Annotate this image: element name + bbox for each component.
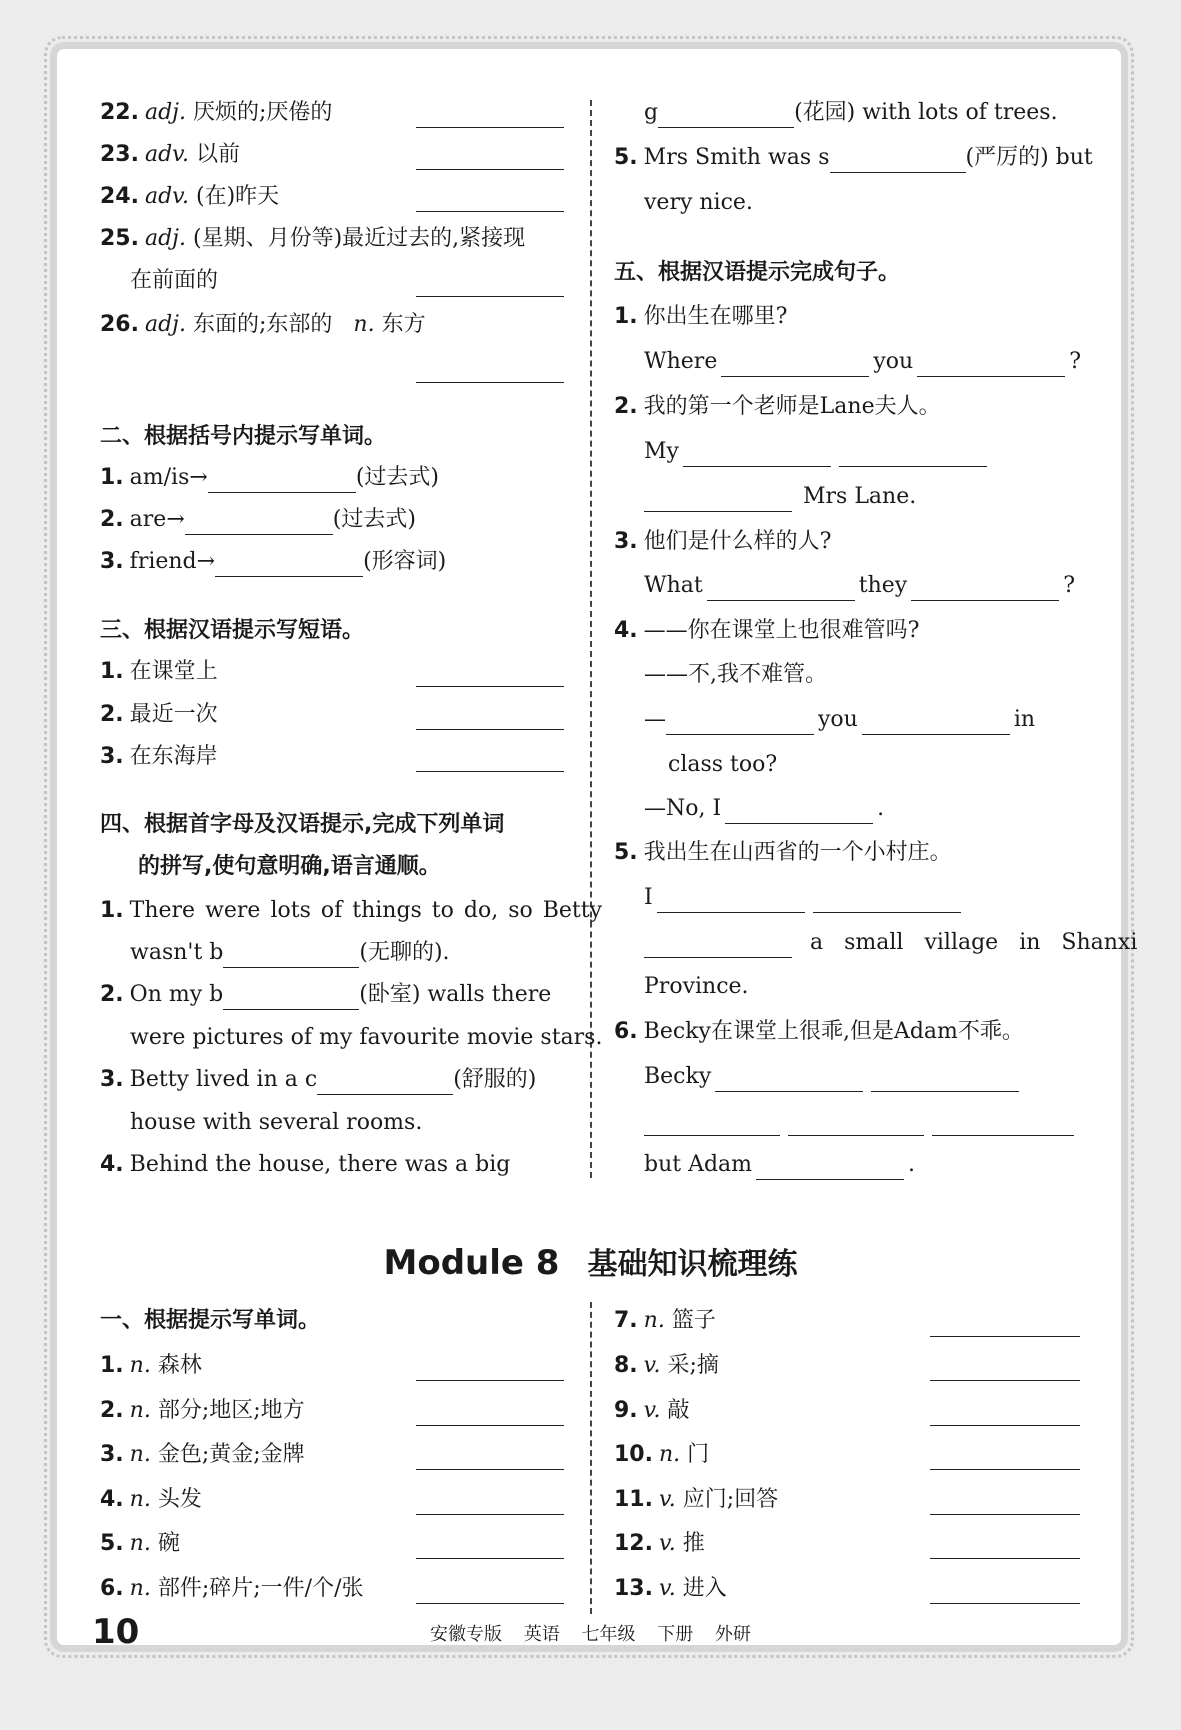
section-4-heading: 四、根据首字母及汉语提示,完成下列单词 <box>100 812 505 837</box>
module8-section-1-heading: 一、根据提示写单词。 <box>100 1308 321 1333</box>
section-2-heading: 二、根据括号内提示写单词。 <box>100 424 387 449</box>
module-title: Module 8 基础知识梳理练 <box>383 1243 798 1283</box>
vocab-item-26: 26. adj. 东面的;东部的 n. 东方 <box>100 312 426 337</box>
s2-item-1: 1. am/is→ (过去式) <box>100 463 439 493</box>
s4-blank-4[interactable] <box>658 105 794 128</box>
m8-item-7: 7. n. 篮子 <box>614 1308 716 1333</box>
answer-blank-25[interactable] <box>416 296 564 297</box>
s5-q3-en: What they ? <box>644 571 1075 601</box>
s4-q1-line2: wasn't b (无聊的). <box>130 938 450 968</box>
m8-item-1: 1. n. 森林 <box>100 1353 202 1378</box>
m8-blank-2[interactable] <box>416 1425 564 1426</box>
m8-item-10: 10. n. 门 <box>614 1442 710 1467</box>
s4-q2-line1: 2. On my b (卧室) walls there <box>100 980 551 1010</box>
s3-item-1: 1. 在课堂上 <box>100 659 218 684</box>
m8-item-2: 2. n. 部分;地区;地方 <box>100 1398 305 1423</box>
s5-blank-3b[interactable] <box>911 578 1059 601</box>
s5-q4-en3: —No, I . <box>644 794 884 824</box>
s3-blank-2[interactable] <box>416 729 564 730</box>
s4-q4-line1: 4. Behind the house, there was a big <box>100 1152 511 1177</box>
vocab-item-25-cont: 在前面的 <box>130 268 219 293</box>
footer-info: 安徽专版 英语 七年级 下册 外研 <box>430 1624 751 1645</box>
s5-q5-en3: Province. <box>644 974 749 999</box>
s2-item-2: 2. are→ (过去式) <box>100 505 416 535</box>
s5-q4-en2: class too? <box>668 752 778 777</box>
s4-q3-line2: house with several rooms. <box>130 1110 423 1135</box>
s5-q6-en3: but Adam . <box>644 1150 915 1180</box>
s5-q4-cn1: 4. ——你在课堂上也很难管吗? <box>614 618 920 643</box>
s4-q3-line1: 3. Betty lived in a c (舒服的) <box>100 1065 536 1095</box>
s5-q6-en2 <box>644 1106 1078 1136</box>
s5-blank-1b[interactable] <box>917 354 1065 377</box>
s5-blank-3a[interactable] <box>707 578 855 601</box>
s5-q6-cn: 6. Becky在课堂上很乖,但是Adam不乖。 <box>614 1019 1024 1044</box>
m8-blank-10[interactable] <box>930 1469 1080 1470</box>
s5-blank-6b[interactable] <box>871 1069 1019 1092</box>
s5-q6-en1: Becky <box>644 1062 1023 1092</box>
s5-blank-4b[interactable] <box>862 712 1010 735</box>
vocab-item-25: 25. adj. (星期、月份等)最近过去的,紧接现 <box>100 226 526 251</box>
s5-q2-en2: Mrs Lane. <box>644 482 916 512</box>
s4-q4-line2: g (花园) with lots of trees. <box>644 98 1058 128</box>
s5-q2-en1: My <box>644 437 991 467</box>
s5-blank-1a[interactable] <box>721 354 869 377</box>
m8-blank-1[interactable] <box>416 1380 564 1381</box>
m8-blank-9[interactable] <box>930 1425 1080 1426</box>
s4-blank-5[interactable] <box>830 150 966 173</box>
s5-blank-2b[interactable] <box>839 444 987 467</box>
s2-blank-3[interactable] <box>215 554 363 577</box>
s5-blank-6f[interactable] <box>756 1157 904 1180</box>
s4-q1-line1: 1. There were lots of things to do, so Betty <box>100 898 603 923</box>
m8-item-11: 11. v. 应门;回答 <box>614 1487 779 1512</box>
s5-q2-cn: 2. 我的第一个老师是Lane夫人。 <box>614 394 941 419</box>
vocab-item-22: 22. adj. 厌烦的;厌倦的 <box>100 100 333 125</box>
m8-blank-12[interactable] <box>930 1558 1080 1559</box>
s5-blank-6e[interactable] <box>932 1113 1074 1136</box>
s5-blank-2c[interactable] <box>644 489 792 512</box>
answer-blank-22[interactable] <box>416 127 564 128</box>
s5-blank-5a[interactable] <box>657 890 805 913</box>
s5-q5-cn: 5. 我出生在山西省的一个小村庄。 <box>614 840 952 865</box>
page-number: 10 <box>92 1612 140 1652</box>
m8-item-8: 8. v. 采;摘 <box>614 1353 719 1378</box>
s5-blank-4c[interactable] <box>725 801 873 824</box>
s3-blank-3[interactable] <box>416 771 564 772</box>
s5-q4-cn2: ——不,我不难管。 <box>644 662 827 687</box>
s3-blank-1[interactable] <box>416 686 564 687</box>
m8-blank-4[interactable] <box>416 1514 564 1515</box>
answer-blank-23[interactable] <box>416 169 564 170</box>
column-divider-lower <box>590 1302 592 1614</box>
m8-blank-3[interactable] <box>416 1469 564 1470</box>
s5-q5-en2: a small village in Shanxi <box>644 928 1080 958</box>
m8-blank-13[interactable] <box>930 1603 1080 1604</box>
m8-blank-7[interactable] <box>930 1336 1080 1337</box>
s5-q1-cn: 1. 你出生在哪里? <box>614 304 788 329</box>
s5-q1-en: Where you ? <box>644 347 1081 377</box>
s5-blank-6d[interactable] <box>788 1113 924 1136</box>
s5-blank-6a[interactable] <box>715 1069 863 1092</box>
m8-item-9: 9. v. 敲 <box>614 1398 690 1423</box>
s5-blank-6c[interactable] <box>644 1113 780 1136</box>
s5-q4-en1: — you in <box>644 705 1035 735</box>
vocab-item-23: 23. adv. 以前 <box>100 142 241 167</box>
s4-blank-1[interactable] <box>223 945 359 968</box>
m8-blank-5[interactable] <box>416 1558 564 1559</box>
section-5-heading: 五、根据汉语提示完成句子。 <box>614 260 901 285</box>
s5-blank-2a[interactable] <box>683 444 831 467</box>
section-4-heading-cont: 的拼写,使句意明确,语言通顺。 <box>138 854 441 879</box>
s4-blank-2[interactable] <box>223 987 359 1010</box>
m8-blank-11[interactable] <box>930 1514 1080 1515</box>
answer-blank-24[interactable] <box>416 211 564 212</box>
s4-q2-line2: were pictures of my favourite movie stars. <box>130 1025 603 1050</box>
s3-item-3: 3. 在东海岸 <box>100 744 218 769</box>
s5-q3-cn: 3. 他们是什么样的人? <box>614 529 832 554</box>
s5-blank-4a[interactable] <box>666 712 814 735</box>
section-3-heading: 三、根据汉语提示写短语。 <box>100 618 365 643</box>
m8-item-4: 4. n. 头发 <box>100 1487 202 1512</box>
s5-q5-en1: I <box>644 883 965 913</box>
answer-blank-26[interactable] <box>416 382 564 383</box>
s5-blank-5b[interactable] <box>813 890 961 913</box>
m8-blank-6[interactable] <box>416 1603 564 1604</box>
s5-blank-5c[interactable] <box>644 935 792 958</box>
m8-item-5: 5. n. 碗 <box>100 1531 180 1556</box>
m8-blank-8[interactable] <box>930 1380 1080 1381</box>
s4-blank-3[interactable] <box>317 1072 453 1095</box>
s3-item-2: 2. 最近一次 <box>100 702 218 727</box>
s2-blank-2[interactable] <box>185 512 333 535</box>
s2-item-3: 3. friend→ (形容词) <box>100 547 446 577</box>
vocab-item-24: 24. adv. (在)昨天 <box>100 184 280 209</box>
m8-item-13: 13. v. 进入 <box>614 1576 727 1601</box>
m8-item-12: 12. v. 推 <box>614 1531 705 1556</box>
column-divider-upper <box>590 100 592 1178</box>
m8-item-3: 3. n. 金色;黄金;金牌 <box>100 1442 305 1467</box>
m8-item-6: 6. n. 部件;碎片;一件/个/张 <box>100 1576 364 1601</box>
s4-q5-line1: 5. Mrs Smith was s (严厉的) but <box>614 143 1093 173</box>
s2-blank-1[interactable] <box>208 470 356 493</box>
s4-q5-line2: very nice. <box>644 190 753 215</box>
